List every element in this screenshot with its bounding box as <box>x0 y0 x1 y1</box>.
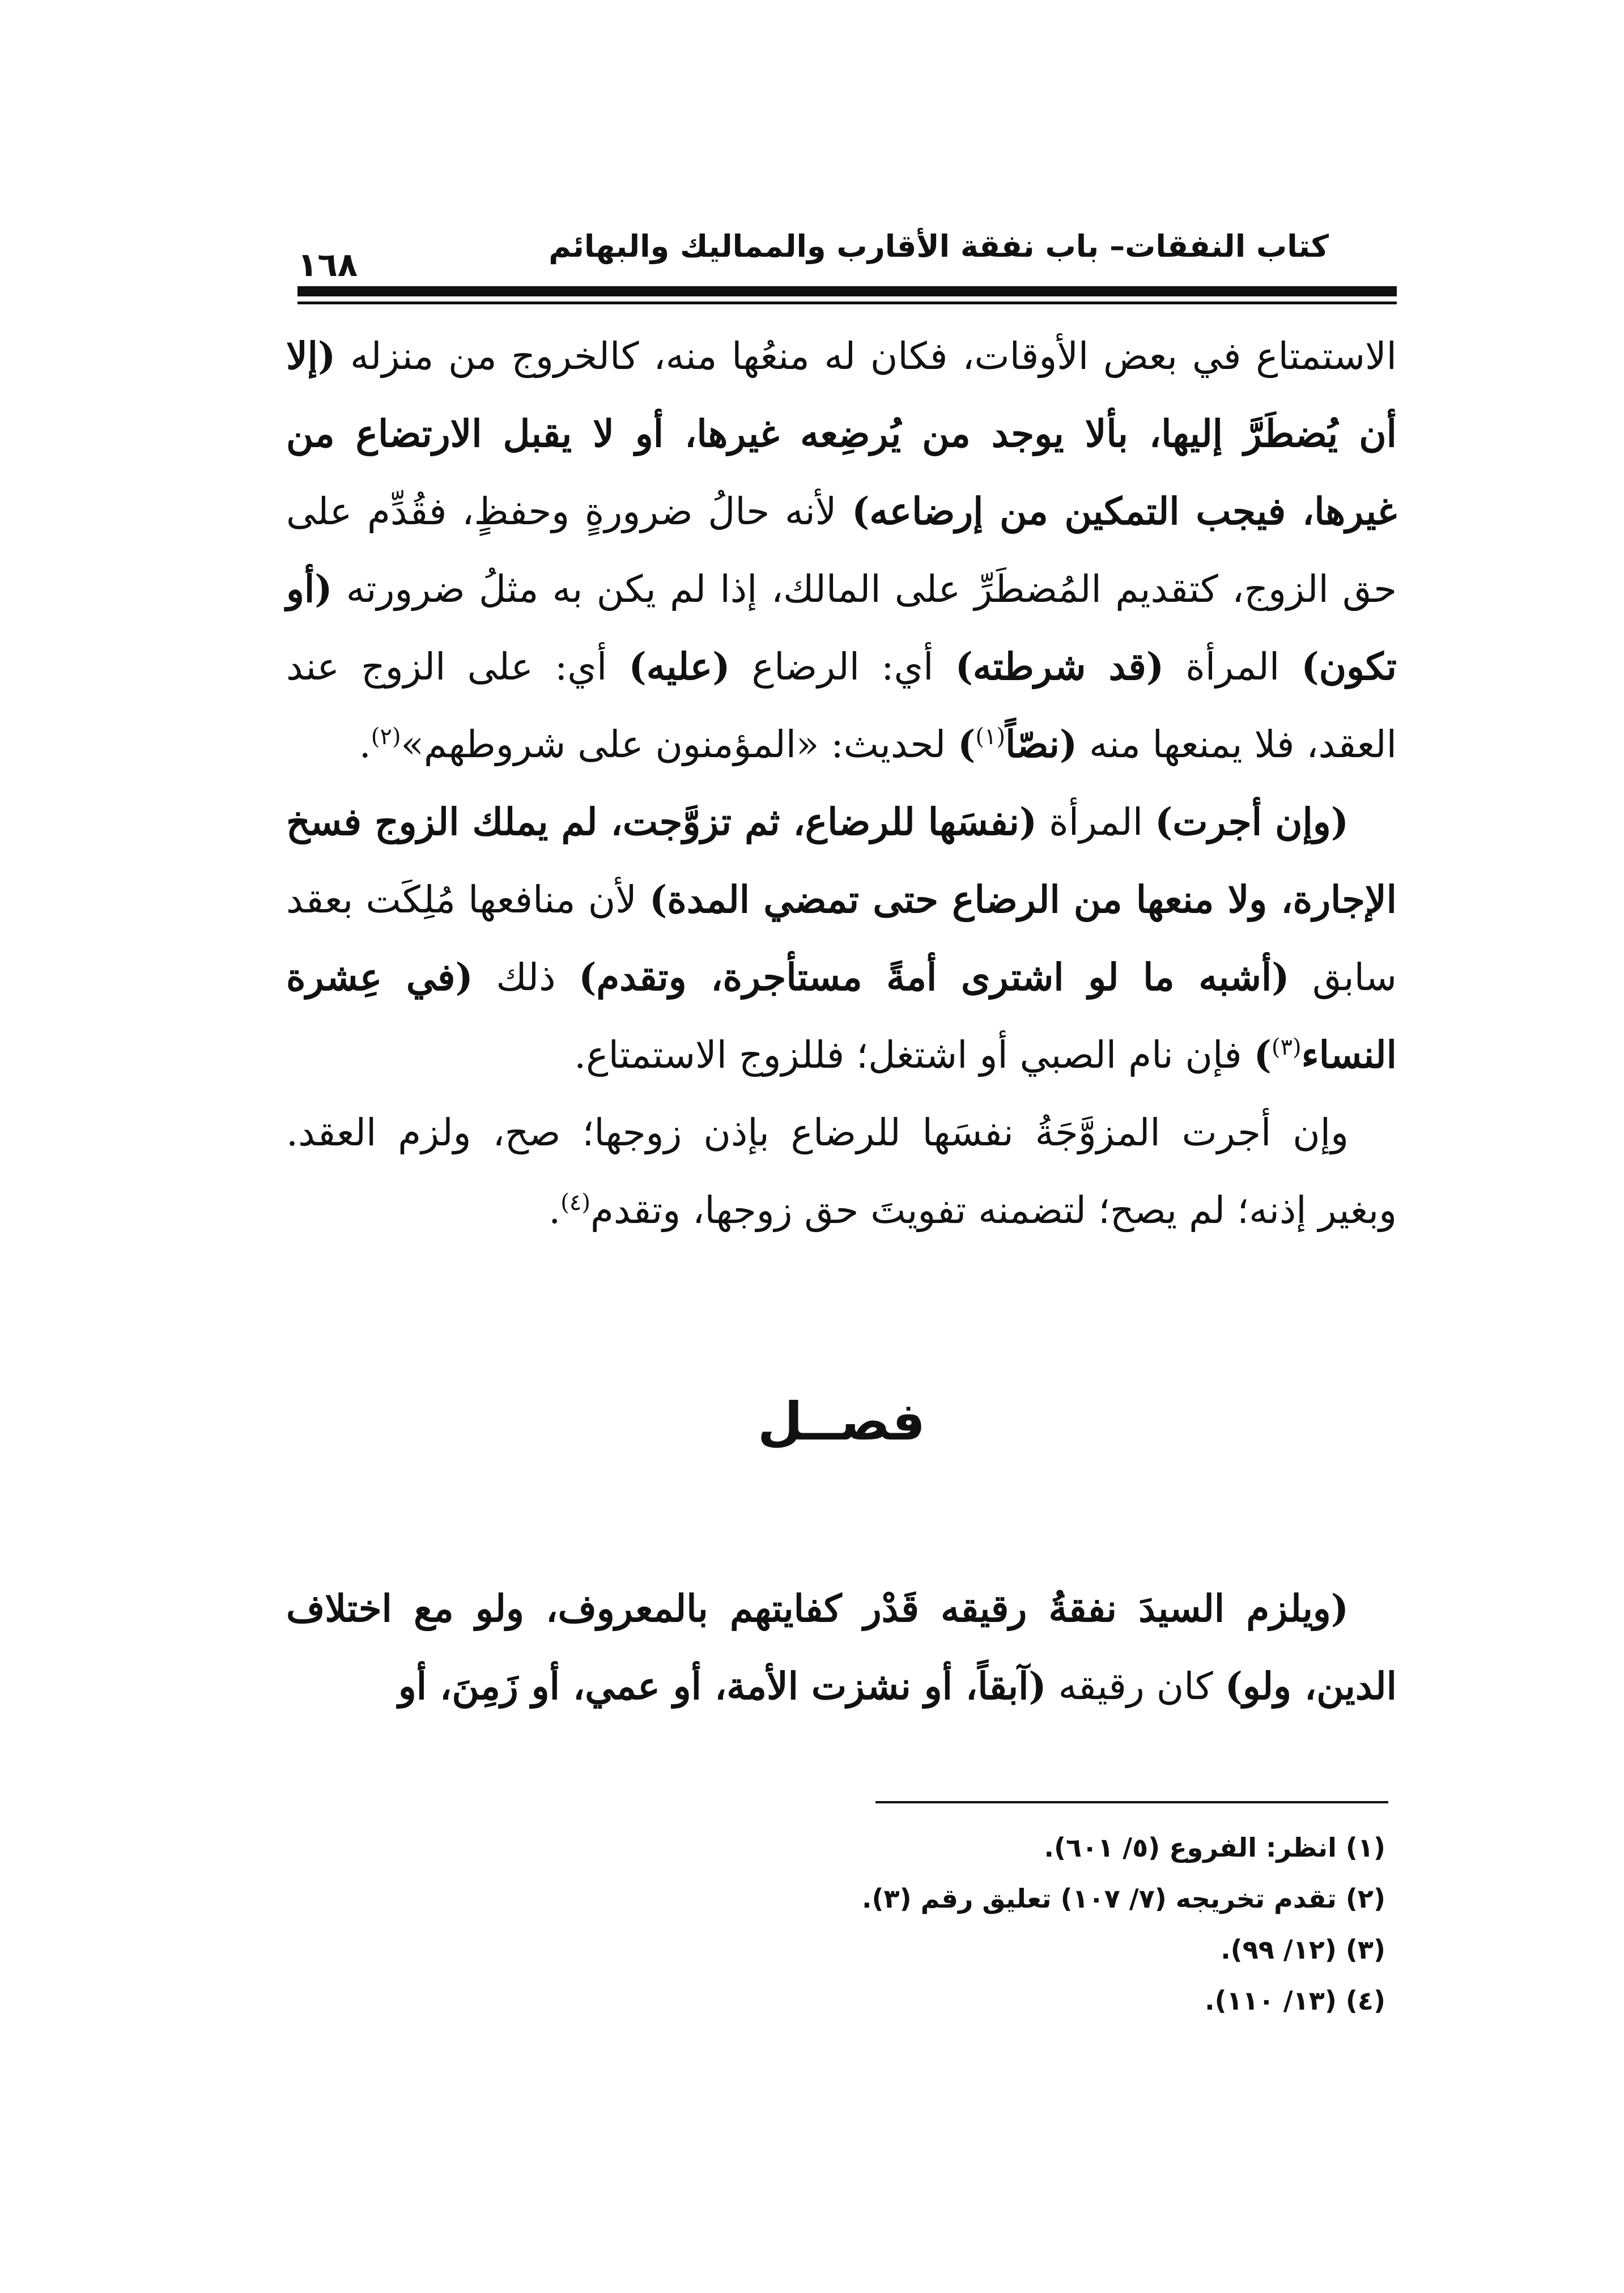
footnote-1: (١) انظر: الفروع (٥/ ٦٠١). <box>1044 1832 1385 1863</box>
header-rule-thick <box>297 286 1397 296</box>
paragraph-p2 <box>286 783 1397 1094</box>
matn-text: (نفسَها للرضاع، ثم تزوَّجت، لم يملك الزوج فسخ الإجارة، ولا منعها من الرضاع حتى تمضي المدة) <box>286 800 1397 922</box>
sharh-text: ذلك <box>473 956 579 999</box>
sharh-text: فإن نام الصبي أو اشتغل؛ فللزوج الاستمتاع. <box>574 1033 1254 1077</box>
matn-text: (قد شرطته) <box>955 644 1164 689</box>
footnote-marker: (٣) <box>1271 1034 1302 1060</box>
footnote-2: (٢) تقدم تخريجه (٧/ ١٠٧) تعليق رقم (٣). <box>862 1883 1385 1914</box>
sharh-text: أي: على الزوج عند العقد، فلا يمنعها منه <box>286 645 1397 766</box>
sharh-text: لحديث: «المؤمنون على شروطهم» <box>401 723 958 766</box>
matn-text: (في عِشرة النساء <box>286 955 1397 1077</box>
footnote-marker: (٤) <box>560 1190 590 1216</box>
sharh-text: أي: الرضاع <box>730 645 955 689</box>
footnote-marker: (٢) <box>371 724 401 750</box>
matn-text: (وإن أجرت) <box>1155 800 1349 844</box>
sharh-text: المرأة <box>1037 800 1155 844</box>
footnote-3: (٣) (١٢/ ٩٩). <box>1221 1934 1385 1965</box>
matn-text: (أو تكون) <box>286 567 1397 689</box>
paragraph-p1 <box>286 317 1397 783</box>
sharh-text: الاستمتاع في بعض الأوقات، فكان له منعُها منه، كالخروج من منزله <box>335 334 1397 378</box>
matn-text: (أشبه ما لو اشترى أمةً مستأجرة، وتقدم) <box>579 955 1290 999</box>
sharh-text: المرأة <box>1164 645 1302 689</box>
footnote-separator <box>875 1801 1388 1803</box>
matn-text: ) <box>1253 1033 1272 1077</box>
section-body-text <box>286 1570 1397 1725</box>
page-number: ١٦٨ <box>297 245 358 284</box>
sharh-text: وإن أجرت المزوَّجَةُ نفسَها للرضاع بإذن زوجها؛ صح، ولزم العقد. وبغير إذنه؛ لم يصح؛ لتضمنه تفويتَ حق زوجها، وتقدم <box>286 1111 1397 1232</box>
sharh-text: . <box>359 723 371 766</box>
section-heading: فصــل <box>758 1391 925 1452</box>
sharh-text: كان رقيقه <box>1046 1664 1225 1708</box>
paragraph-p4 <box>286 1570 1397 1725</box>
footnotes <box>286 1822 1385 2026</box>
matn-text: (إلا أن يُضطَرَّ إليها، بألا يوجد من يُرضِعه غيرها، أو لا يقبل الارتضاع من غيرها، فيجب التمكين من إرضاعه) <box>286 334 1397 533</box>
matn-text: (عليه) <box>628 644 730 689</box>
page-header <box>297 224 1397 284</box>
sharh-text: لأن منافعها مُلِكَت بعقد سابق <box>286 878 1397 999</box>
paragraph-p3 <box>286 1094 1397 1249</box>
sharh-text: لأنه حالُ ضرورةٍ وحفظٍ، فقُدِّم على حق الزوج، كتقديم المُضطَرِّ على المالك، إذا لم يكن به مثلُ ضرورته <box>286 490 1397 611</box>
header-rule-thin <box>297 302 1397 304</box>
matn-text: (نصّاً <box>1005 722 1078 766</box>
sharh-text: . <box>549 1188 561 1232</box>
footnote-4: (٤) (١٣/ ١١٠). <box>1205 1985 1385 2016</box>
matn-text: (ويلزم السيدَ نفقةُ رقيقه قَدْر كفايتهم بالمعروف، ولو مع اختلاف الدين، ولو) <box>286 1586 1397 1708</box>
matn-text: ) <box>958 722 976 766</box>
matn-text: (آبقاً، أو نشزت الأمة، أو عمي، أو زَمِنَ، أو <box>398 1664 1047 1708</box>
footnote-marker: (١) <box>975 724 1006 750</box>
main-body-text <box>286 317 1397 1249</box>
running-title: كتاب النفقات– باب نفقة الأقارب والمماليك والبهائم <box>549 228 1329 264</box>
